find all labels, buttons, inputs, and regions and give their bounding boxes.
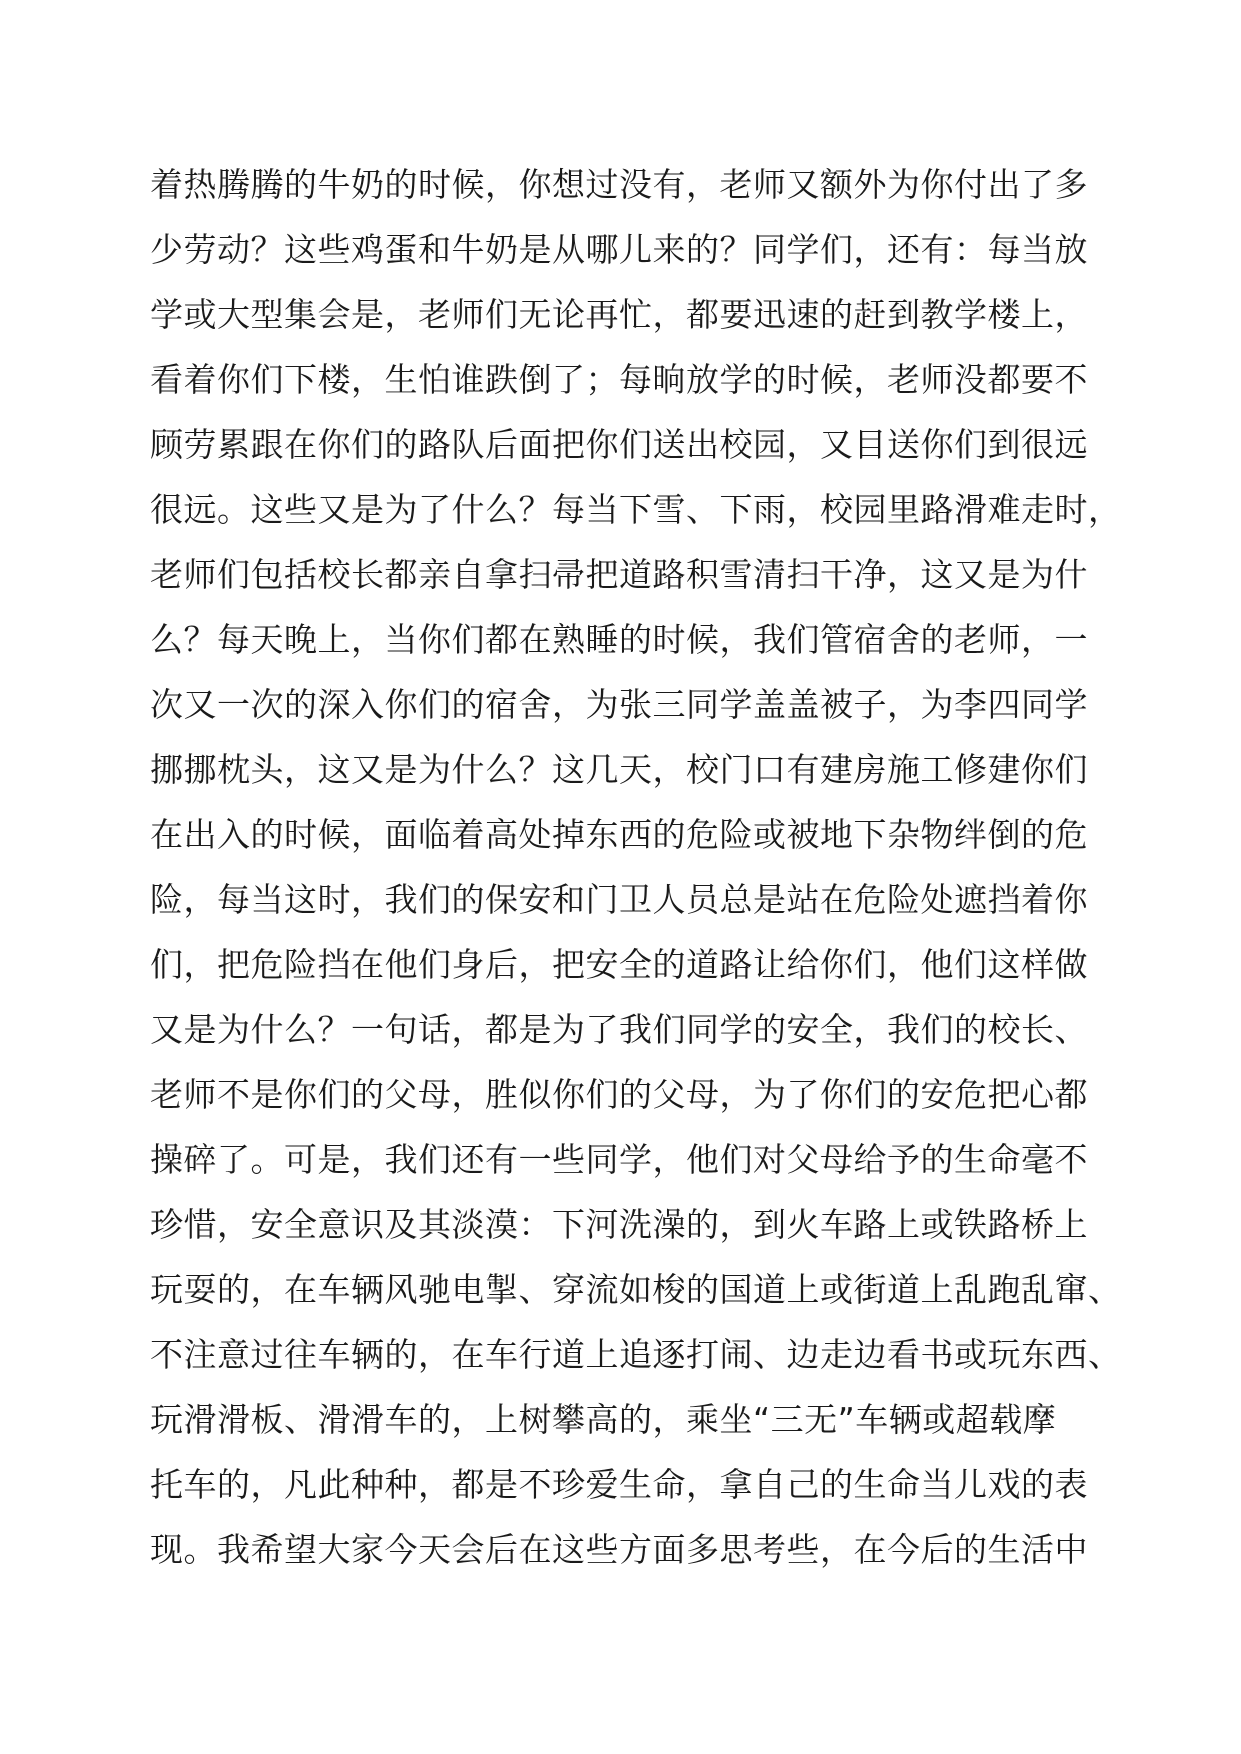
text-line: 珍惜，安全意识及其淡漠：下河洗澡的，到火车路上或铁路桥上	[150, 1205, 1088, 1244]
text-line: 么？每天晚上，当你们都在熟睡的时候，我们管宿舍的老师，一	[150, 620, 1088, 659]
text-line: 看着你们下楼，生怕谁跌倒了；每晌放学的时候，老师没都要不	[150, 360, 1088, 399]
text-line: 玩耍的，在车辆风驰电掣、穿流如梭的国道上或街道上乱跑乱窜、	[150, 1270, 1122, 1309]
text-line: 托车的，凡此种种，都是不珍爱生命，拿自己的生命当儿戏的表	[150, 1465, 1088, 1504]
text-line: 着热腾腾的牛奶的时候，你想过没有，老师又额外为你付出了多	[150, 165, 1088, 204]
body-text	[150, 152, 1122, 1582]
text-line: 现。我希望大家今天会后在这些方面多思考些，在今后的生活中	[150, 1530, 1088, 1569]
text-line: 挪挪枕头，这又是为什么？这几天，校门口有建房施工修建你们	[150, 750, 1088, 789]
text-line: 老师们包括校长都亲自拿扫帚把道路积雪清扫干净，这又是为什	[150, 555, 1088, 594]
text-line: 老师不是你们的父母，胜似你们的父母，为了你们的安危把心都	[150, 1075, 1088, 1114]
text-line: 险，每当这时，我们的保安和门卫人员总是站在危险处遮挡着你	[150, 880, 1088, 919]
text-line: 学或大型集会是，老师们无论再忙，都要迅速的赶到教学楼上，	[150, 295, 1088, 334]
text-line: 在出入的时候，面临着高处掉东西的危险或被地下杂物绊倒的危	[150, 815, 1088, 854]
text-line: 顾劳累跟在你们的路队后面把你们送出校园，又目送你们到很远	[150, 425, 1088, 464]
text-line: 次又一次的深入你们的宿舍，为张三同学盖盖被子，为李四同学	[150, 685, 1088, 724]
text-line: 很远。这些又是为了什么？每当下雪、下雨，校园里路滑难走时，	[150, 490, 1122, 529]
text-line: 少劳动？这些鸡蛋和牛奶是从哪儿来的？同学们，还有：每当放	[150, 230, 1088, 269]
text-line: 不注意过往车辆的，在车行道上追逐打闹、边走边看书或玩东西、	[150, 1335, 1122, 1374]
text-line: 操碎了。可是，我们还有一些同学，他们对父母给予的生命毫不	[150, 1140, 1088, 1179]
text-line: 又是为什么？一句话，都是为了我们同学的安全，我们的校长、	[150, 1010, 1088, 1049]
text-line: 玩滑滑板、滑滑车的，上树攀高的，乘坐“三无”车辆或超载摩	[150, 1400, 1057, 1439]
text-line: 们，把危险挡在他们身后，把安全的道路让给你们，他们这样做	[150, 945, 1088, 984]
